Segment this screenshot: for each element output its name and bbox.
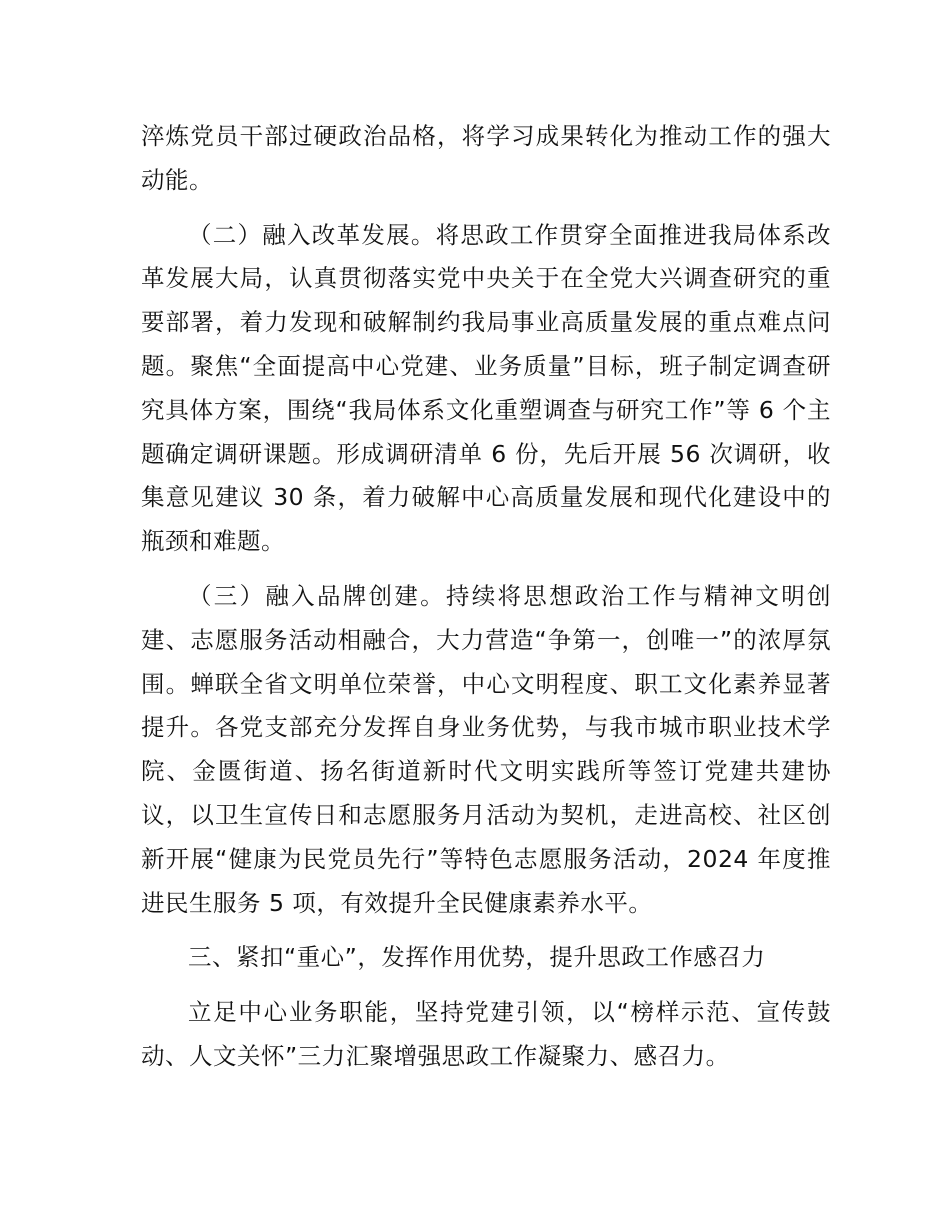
document-body	[141, 115, 831, 1090]
paragraph-brand-building: （三）融入品牌创建。持续将思想政治工作与精神文明创建、志愿服务活动相融合，大力营造“争第一，创唯一”的浓厚氛围。蝉联全省文明单位荣誉，中心文明程度、职工文化素养显著提升。各党支部充分发挥自身业务优势，与我市城市职业技术学院、金匮街道、扬名街道新时代文明实践所等签订党建共建协议，以卫生宣传日和志愿服务月活动为契机，走进高校、社区创新开展“健康为民党员先行”等特色志愿服务活动，2024 年度推进民生服务 5 项，有效提升全民健康素养水平。	[141, 581, 831, 917]
section-heading-three: 三、紧扣“重心”，发挥作用优势，提升思政工作感召力	[188, 943, 766, 972]
paragraph-reform-development: （二）融入改革发展。将思政工作贯穿全面推进我局体系改革发展大局，认真贯彻落实党中央关于在全党大兴调查研究的重要部署，着力发现和破解制约我局事业高质量发展的重点难点问题。聚焦“全面提高中心党建、业务质量”目标，班子制定调查研究具体方案，围绕“我局体系文化重塑调查与研究工作”等 6 个主题确定调研课题。形成调研清单 6 份，先后开展 56 次调研，收集意见建议 30 条，着力破解中心高质量发展和现代化建设中的瓶颈和难题。	[141, 220, 831, 556]
paragraph-continuation: 淬炼党员干部过硬政治品格，将学习成果转化为推动工作的强大动能。	[141, 122, 831, 194]
paragraph-section-intro: 立足中心业务职能，坚持党建引领，以“榜样示范、宣传鼓动、人文关怀”三力汇聚增强思政工作凝聚力、感召力。	[141, 998, 831, 1070]
